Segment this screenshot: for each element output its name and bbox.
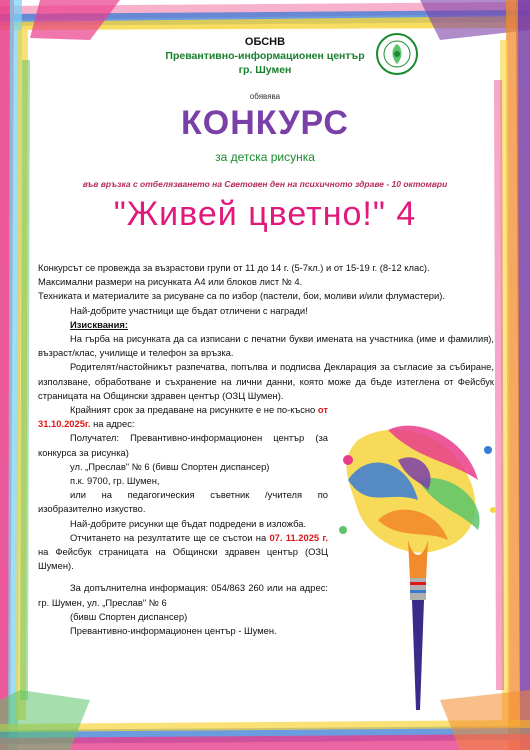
age-groups-text: Конкурсът се провежда за възрастови групи от 11 до 14 г. (5-7кл.) и от 15-19 г. (8-12 клас). <box>38 262 430 273</box>
org-abbreviation: ОБСНВ <box>244 36 286 48</box>
contact-location-note: (бивш Спортен диспансер) <box>70 610 188 622</box>
technique-text: Техниката и материалите за рисуване са по избор (пастели, бои, моливи и/или флумастери). <box>38 290 445 302</box>
deadline-paragraph <box>38 403 328 431</box>
results-paragraph <box>38 531 328 574</box>
announces-text: обявява <box>249 92 281 101</box>
teacher-text: или на педагогическия съветник /учителя по изобразително изкуство. <box>38 489 328 515</box>
deadline-lead: Крайният срок за предаване на рисунките е не по-късно <box>70 404 318 416</box>
results-lead: Отчитането на резултатите ще се състои на <box>70 531 270 543</box>
slogan: "Живей цветно!" 4 <box>113 195 417 233</box>
deadline-date: от 31.10.2025г. <box>38 404 328 430</box>
street-address: ул. „Преслав" № 6 (бивш Спортен диспансер) <box>70 460 270 472</box>
results-tail: на Фейсбук страницата на Общински здравен център (ОЗЦ Шумен). <box>38 546 328 572</box>
recipient-text: Получател: Превантивно-информационен център (за конкурса за рисунка) <box>38 432 328 458</box>
contest-body <box>38 261 494 638</box>
signature-org: Превантивно-информационен център - Шумен. <box>70 625 277 637</box>
requirements-heading: Изисквания: <box>70 318 128 330</box>
subtitle: за детска рисунка <box>215 150 315 164</box>
exhibition-text: Най-добрите рисунки ще бъдат подредени в изложба. <box>70 517 307 529</box>
declaration-text: Родителят/настойникът разпечатва, попълва и подписва Декларация за съгласие за събиране, използване, обработване и съхранение на лични данни, която може да бъде изтеглена от Фейсбук страницата на Общински здравен център (ОЗЦ Шумен). <box>38 361 494 401</box>
results-date: 07. 11.2025 г. <box>269 531 328 543</box>
postal-code: п.к. 9700, гр. Шумен, <box>70 475 160 487</box>
occasion-text: във връзка с отбелязването на Световен ден на психичното здраве - 10 октомври <box>82 179 448 189</box>
org-name: Превантивно-информационен център <box>165 50 365 62</box>
requirements-back-text: На гърба на рисунката да са изписани с печатни букви имената на участника (име и фамилия), възраст/клас, училище и телефон за връзка. <box>38 333 494 359</box>
size-text: Максимални размери на рисунката А4 или блоков лист № 4. <box>38 276 303 288</box>
page-title: КОНКУРС <box>181 104 349 142</box>
contact-text: За допълнителна информация: 054/863 260 или на адрес: гр. Шумен, ул. „Преслав" № 6 <box>38 582 328 608</box>
org-city: гр. Шумен <box>238 64 292 76</box>
deadline-tail: на адрес: <box>90 418 135 430</box>
awards-text: Най-добрите участници ще бъдат отличени с награди! <box>70 304 308 316</box>
